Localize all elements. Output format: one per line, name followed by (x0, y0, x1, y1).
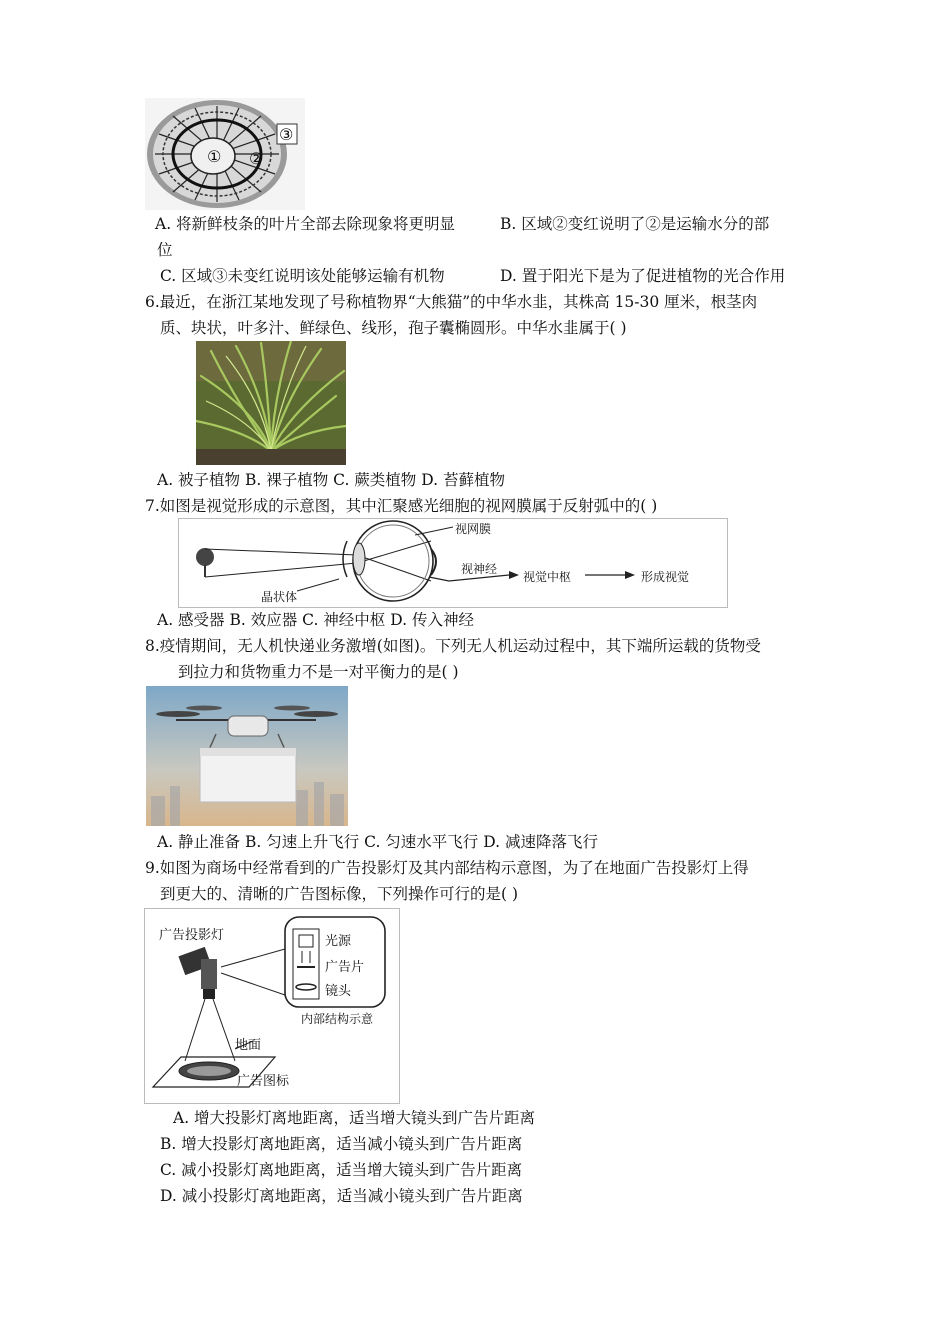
q5-option-a: A. 将新鲜枝条的叶片全部去除现象将更明显 (155, 215, 456, 233)
q5-option-d: D. 置于阳光下是为了促进植物的光合作用 (500, 267, 786, 285)
drone-photo (146, 686, 348, 826)
vision-diagram (178, 518, 728, 608)
q5-option-b: B. 区域②变红说明了②是运输水分的部 (500, 215, 770, 233)
vision-label: 形成视觉 (641, 570, 690, 584)
lens-icon (353, 543, 365, 575)
q6-options: A. 被子植物 B. 裸子植物 C. 蕨类植物 D. 苔藓植物 (157, 471, 505, 489)
package-box (200, 748, 296, 802)
visual-center-label: 视觉中枢 (523, 570, 572, 584)
q8-options: A. 静止准备 B. 匀速上升飞行 C. 匀速水平飞行 D. 减速降落飞行 (157, 833, 598, 851)
slide-label: 广告片 (325, 960, 365, 975)
optic-nerve-label: 视神经 (461, 562, 498, 576)
icon-label: 广告图标 (237, 1074, 290, 1089)
lens-label-q9: 镜头 (325, 984, 352, 999)
projector-diagram (144, 908, 400, 1104)
q9-option-a: A. 增大投影灯离地距离，适当增大镜头到广告片距离 (173, 1109, 536, 1127)
ground-label: 地面 (235, 1038, 262, 1053)
q9-stem-line1: 9.如图为商场中经常看到的广告投影灯及其内部结构示意图，为了在地面广告投影灯上得 (145, 859, 749, 877)
inner-structure-label: 内部结构示意 (301, 1012, 374, 1026)
label-1: ① (207, 147, 222, 166)
q5-option-c: C. 区域③未变红说明该处能够运输有机物 (160, 267, 445, 285)
retina-label: 视网膜 (455, 522, 492, 536)
stem-cross-section-figure (145, 98, 305, 210)
q7-stem-line1: 7.如图是视觉形成的示意图，其中汇聚感光细胞的视网膜属于反射弧中的( ) (145, 497, 658, 515)
q9-option-c: C. 减小投影灯离地距离，适当增大镜头到广告片距离 (160, 1161, 523, 1179)
q7-options: A. 感受器 B. 效应器 C. 神经中枢 D. 传入神经 (157, 611, 474, 629)
lens-label: 晶状体 (261, 590, 298, 604)
q6-stem-line1: 6.最近，在浙江某地发现了号称植物界“大熊猫”的中华水韭，其株高 15-30 厘米，根茎肉 (145, 293, 758, 311)
light-source-label: 光源 (325, 934, 352, 949)
lamp-label: 广告投影灯 (159, 928, 225, 943)
q8-stem-line1: 8.疫情期间，无人机快递业务激增(如图)。下列无人机运动过程中，其下端所运载的货物受 (145, 637, 761, 655)
q9-option-b: B. 增大投影灯离地距离，适当减小镜头到广告片距离 (160, 1135, 523, 1153)
label-3: ③ (279, 125, 294, 144)
q9-stem-line2: 到更大的、清晰的广告图标像，下列操作可行的是( ) (160, 885, 519, 903)
q8-stem-line2: 到拉力和货物重力不是一对平衡力的是( ) (178, 663, 459, 681)
q6-stem-line2: 质、块状，叶多汁、鲜绿色、线形，孢子囊椭圆形。中华水韭属于( ) (160, 319, 627, 337)
plant-photo (196, 341, 346, 465)
q9-option-d: D. 减小投影灯离地距离，适当减小镜头到广告片距离 (160, 1187, 523, 1205)
label-2: ② (249, 149, 264, 168)
projector-lamp-icon (178, 947, 217, 999)
tree-icon (196, 548, 214, 566)
q5-option-b-cont: 位 (157, 241, 173, 259)
